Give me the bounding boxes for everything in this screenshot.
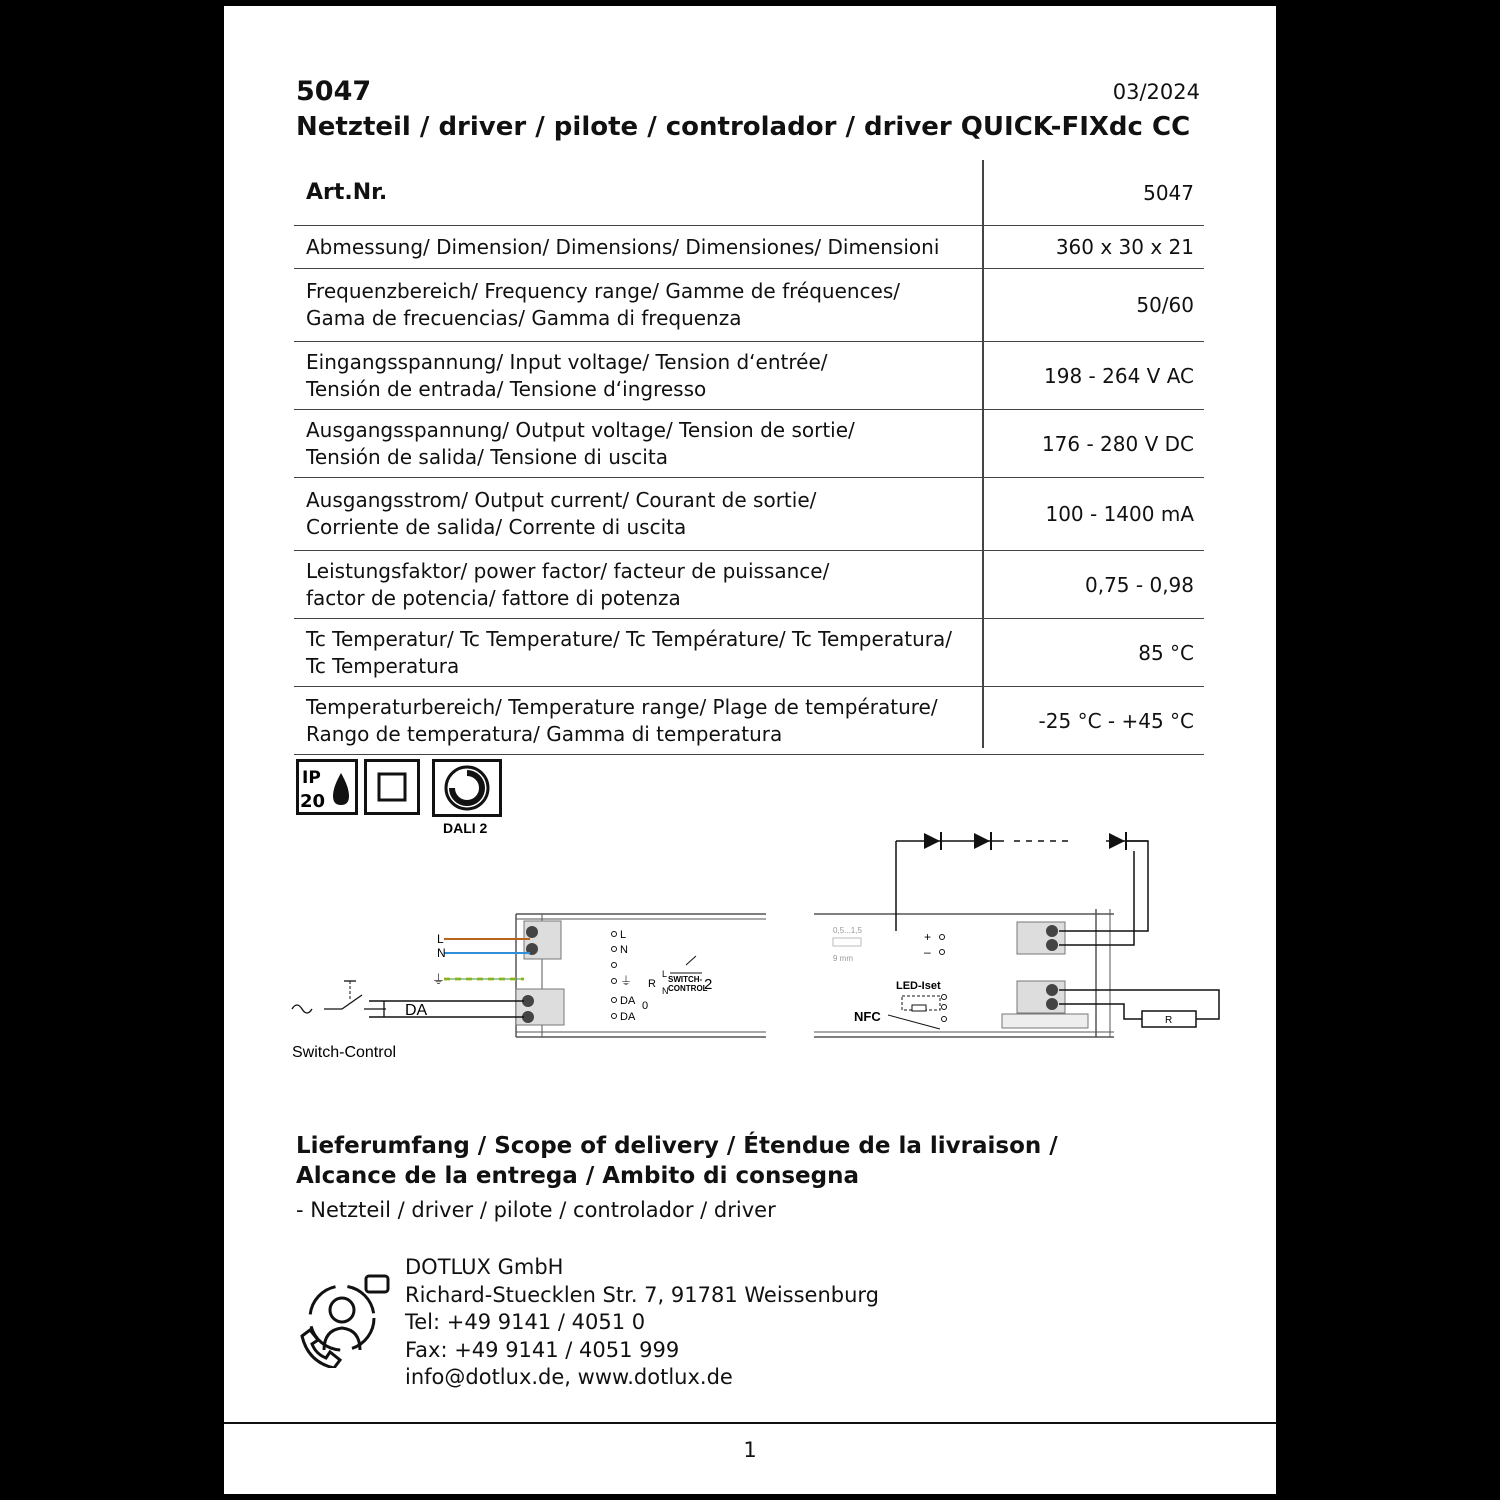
spec-table <box>294 160 1204 755</box>
table-row <box>294 687 1204 755</box>
svg-text:⏚: ⏚ <box>620 974 633 988</box>
svg-text:Switch-Control: Switch-Control <box>292 1044 397 1061</box>
svg-text:N: N <box>662 986 669 996</box>
footer-divider <box>224 1422 1276 1424</box>
header-label: Art.Nr. <box>306 180 388 205</box>
svg-text:N: N <box>620 944 628 956</box>
svg-text:NFC: NFC <box>854 1009 881 1024</box>
document-date: 03/2024 <box>1112 80 1200 104</box>
table-row <box>294 342 1204 410</box>
document-title: Netzteil / driver / pilote / controlador / driver QUICK-FIXdc CC <box>296 112 1191 142</box>
document-number: 5047 <box>296 76 372 107</box>
svg-text:LED-Iset: LED-Iset <box>896 980 941 992</box>
svg-text:DALI 2: DALI 2 <box>443 820 488 836</box>
customer-service-icon <box>296 1272 392 1368</box>
header-value: 5047 <box>1143 180 1194 205</box>
svg-text:CONTROL: CONTROL <box>668 984 708 993</box>
contact-block <box>405 1254 879 1392</box>
table-row <box>294 478 1204 551</box>
row-value: 176 - 280 V DC <box>1041 431 1194 456</box>
table-row <box>294 619 1204 687</box>
svg-text:0,5...1,5: 0,5...1,5 <box>833 926 862 935</box>
company-name: DOTLUX GmbH <box>405 1255 564 1279</box>
svg-text:L: L <box>662 969 668 979</box>
table-row <box>294 269 1204 342</box>
svg-text:2: 2 <box>704 976 713 993</box>
table-row <box>294 410 1204 478</box>
svg-text:0: 0 <box>642 1000 649 1012</box>
row-label: Ausgangsstrom/ Output current/ Courant de sortie/ Corriente de salida/ Corrente di uscita <box>306 488 817 539</box>
svg-text:R: R <box>648 978 656 990</box>
company-fax: Fax: +49 9141 / 4051 999 <box>405 1337 680 1362</box>
scope-title: Lieferumfang / Scope of delivery / Étendue de la livraison / Alcance de la entrega / Ambito di consegna <box>296 1133 1058 1189</box>
row-label: Ausgangsspannung/ Output voltage/ Tension de sortie/ Tensión de salida/ Tensione di uscita <box>306 417 855 469</box>
row-value: 0,75 - 0,98 <box>1085 572 1194 597</box>
svg-text:DA: DA <box>620 1011 636 1023</box>
scope-item: - Netzteil / driver / pilote / controlador / driver <box>296 1198 776 1222</box>
row-label: Tc Temperatur/ Tc Temperature/ Tc Température/ Tc Temperatura/ Tc Temperatura <box>306 626 952 678</box>
company-address: Richard-Stuecklen Str. 7, 91781 Weissenburg <box>405 1282 880 1307</box>
input-side-drawing <box>292 914 766 1061</box>
output-side-drawing <box>814 832 1219 1037</box>
svg-text:DA: DA <box>405 1002 428 1019</box>
page-number: 1 <box>743 1438 757 1462</box>
page-sheet <box>224 6 1276 1494</box>
row-label: Temperaturbereich/ Temperature range/ Plage de température/ Rango de temperatura/ Gamma di temperatura <box>306 694 938 746</box>
row-label: Leistungsfaktor/ power factor/ facteur de puissance/ factor de potencia/ fattore di potenza <box>306 558 830 610</box>
row-value: 360 x 30 x 21 <box>1055 235 1194 259</box>
row-value: -25 °C - +45 °C <box>1038 708 1194 733</box>
table-row <box>294 226 1204 269</box>
svg-text:N: N <box>437 946 446 960</box>
row-value: 100 - 1400 mA <box>1045 502 1194 526</box>
row-value: 198 - 264 V AC <box>1044 363 1194 388</box>
svg-text:IP: IP <box>302 768 321 788</box>
svg-text:L: L <box>620 929 627 941</box>
row-label: Eingangsspannung/ Input voltage/ Tension d‘entrée/ Tensión de entrada/ Tensione d‘ingresso <box>306 349 828 401</box>
svg-text:20: 20 <box>300 791 326 812</box>
company-web[interactable]: info@dotlux.de, www.dotlux.de <box>405 1365 733 1389</box>
earth-icon: ⏚ <box>432 973 446 988</box>
table-header-row <box>294 160 1204 226</box>
svg-text:DA: DA <box>620 995 636 1007</box>
svg-text:SWITCH-: SWITCH- <box>668 975 703 984</box>
company-tel: Tel: +49 9141 / 4051 0 <box>405 1310 646 1334</box>
svg-text:–: – <box>924 945 931 959</box>
svg-text:+: + <box>924 930 932 944</box>
svg-text:9 mm: 9 mm <box>833 954 853 963</box>
wiring-diagram <box>284 801 1224 1071</box>
row-value: 85 °C <box>1138 640 1194 665</box>
row-label: Abmessung/ Dimension/ Dimensions/ Dimensiones/ Dimensioni <box>306 234 940 259</box>
table-row <box>294 551 1204 619</box>
row-value: 50/60 <box>1136 293 1194 317</box>
svg-text:R: R <box>1165 1015 1173 1026</box>
svg-text:L: L <box>437 932 444 946</box>
row-label: Frequenzbereich/ Frequency range/ Gamme de fréquences/ Gama de frecuencias/ Gamma di frequenza <box>306 279 901 330</box>
